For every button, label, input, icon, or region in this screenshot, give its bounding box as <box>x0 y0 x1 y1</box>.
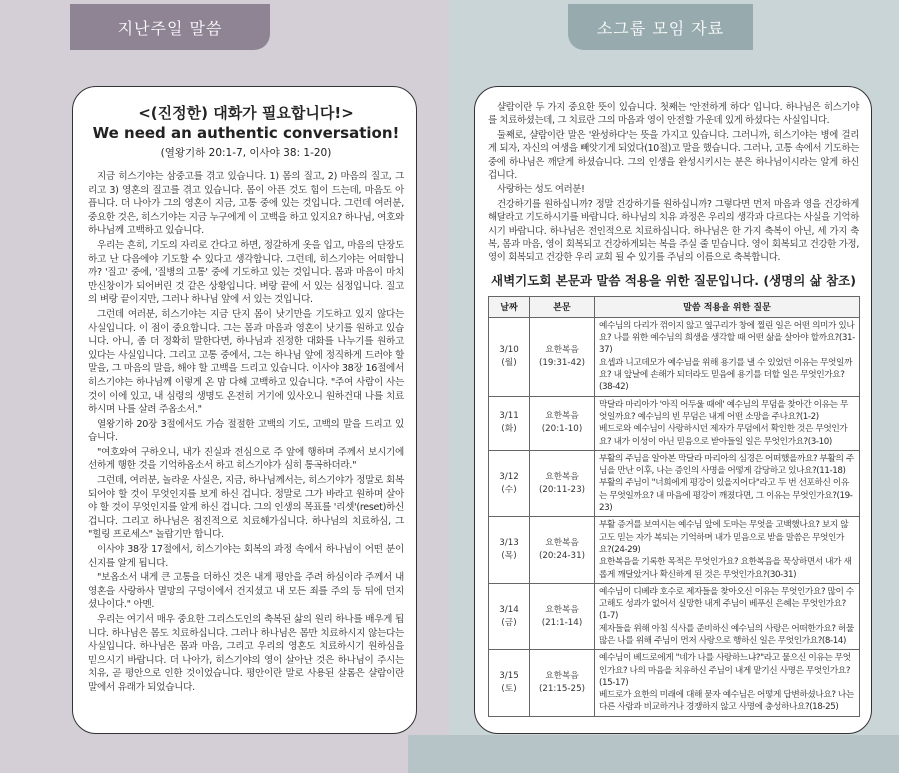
table-header-row <box>489 296 860 317</box>
row-questions <box>595 583 860 649</box>
question-table-title: 새벽기도회 본문과 말씀 적용을 위한 질문입니다. (생명의 삶 참조) <box>491 272 856 288</box>
question-text: 예수님이 디베랴 호수로 제자들을 찾아오신 이유는 무엇인가요? 많이 수고해도 성과가 없어서 실망한 내게 주님이 베푸신 은혜는 무엇인가요?(1-7) <box>599 586 854 622</box>
question-text: 베드로가 요한의 미래에 대해 묻자 예수님은 어떻게 답변하셨나요? 나는 다른 사람과 비교하거나 경쟁하지 않고 사명에 충성하나요?(18-25) <box>599 690 854 713</box>
question-text: 제자들을 위해 아침 식사를 준비하신 예수님의 사랑은 어떠한가요? 허물 많은 나를 위해 주님이 먼저 사랑으로 행하신 일은 무엇인가요?(8-14) <box>599 623 854 646</box>
tab-small-group-material: 소그룹 모임 자료 <box>568 4 753 50</box>
passage-book: 요한복음 <box>545 411 579 422</box>
passage-book: 요한복음 <box>545 538 579 549</box>
passage-verses: (20:11-23) <box>538 484 585 495</box>
passage-verses: (19:31-42) <box>538 357 585 368</box>
question-text: 요셉과 니고데모가 예수님을 위해 용기를 낼 수 있었던 이유는 무엇일까요? 내 앞날에 손해가 되더라도 믿음에 용기를 더할 일은 무엇인가요?(38-42) <box>599 357 853 393</box>
question-text: 부활 증거를 보여시는 예수님 앞에 도마는 무엇을 고백했나요? 보지 않고도 믿는 자가 복되는 기억하며 내가 믿음으로 받을 말씀은 무엇인가요?(24-29) <box>599 520 849 555</box>
table-row <box>489 317 860 396</box>
passage-verses: (21:1-14) <box>541 617 583 628</box>
tab-last-sunday-sermon: 지난주일 말씀 <box>70 4 270 50</box>
date-day: 3/12 <box>499 471 519 482</box>
date-day: 3/15 <box>499 671 519 682</box>
passage-verses: (20:24-31) <box>538 551 585 562</box>
question-text: 예수님이 베드로에게 "네가 나를 사랑하느냐?"라고 물으신 이유는 무엇인가요? 나의 마음을 치유하신 주님이 내게 맡기신 사명은 무엇인가요?(15-17) <box>599 653 851 688</box>
passage-verses: (21:15-25) <box>538 684 585 695</box>
row-questions <box>595 650 860 716</box>
row-passage <box>530 517 595 583</box>
row-questions <box>595 396 860 450</box>
header-passage: 본문 <box>530 296 595 317</box>
row-passage <box>530 583 595 649</box>
date-weekday: (금) <box>501 617 517 628</box>
row-date <box>489 317 530 396</box>
row-questions <box>595 450 860 516</box>
date-weekday: (수) <box>501 484 517 495</box>
sermon-paragraph: 지금 히스기야는 삼중고를 겪고 있습니다. 1) 몸의 질고, 2) 마음의 질고, 그리고 3) 영혼의 질고를 겪고 있습니다. 몸이 아픈 것도 힘이 드는데, 마음도 아픕니다. 더 나아가 그의 영혼이 지금, 고통 중에 있는 것입니다. 그런데 여러분, 중요한 것은, 히스기야는 지금 누구에게 이 고백을 하고 있지요? 하나님, 여호와 하나님께 고백하고 있습니다. <box>88 171 404 237</box>
question-text: 부활의 주님이 "너희에게 평강이 있을지어다"라고 두 번 선포하신 이유는 무엇일까요? 내 마음에 평강이 깨졌다면, 그 이유는 무엇인가요?(19-23) <box>599 478 853 514</box>
question-text: 예수님의 다리가 꺾이지 않고 옆구리가 창에 찔린 일은 어떤 의미가 있나요? 나를 위한 예수님의 희생을 생각할 때 어떤 삶을 살아야 할까요?(31-37) <box>599 320 855 356</box>
date-day: 3/13 <box>499 538 519 549</box>
row-passage <box>530 317 595 396</box>
table-row <box>489 650 860 716</box>
table-row <box>489 517 860 583</box>
header-questions: 말씀 적용을 위한 질문 <box>595 296 860 317</box>
sermon-title-english: We need an authentic conversation! <box>92 124 400 142</box>
group-paragraph: 건강하기를 원하십니까? 정말 건강하기를 원하십니까? 그렇다면 먼저 마음과 영을 건강하게 해달라고 기도하시기를 바랍니다. 하나님의 치유 과정은 우리의 생각과 다르다는 사실을 기억하시기 바랍니다. 하나님은 전인적으로 치료하십니다. 하나님은 한 가지 축복이 아닌, 세 가지 축복, 몸과 마음, 영이 회복되고 건강하게되는 복을 주실 줄 믿습니다. 영이 회복되고 건강한 가정, 영이 회복되고 건강한 우리 교회 될 수 있기를 주님의 이름으로 축복합니다. <box>488 198 859 264</box>
sermon-scripture-reference: (열왕기하 20:1-7, 이사야 38: 1-20) <box>160 147 332 159</box>
date-weekday: (화) <box>501 424 517 435</box>
sermon-card <box>72 86 417 734</box>
row-date <box>489 650 530 716</box>
table-row <box>489 450 860 516</box>
passage-book: 요한복음 <box>545 471 579 482</box>
date-weekday: (월) <box>501 357 517 368</box>
sermon-paragraph: "여호와여 구하오니, 내가 진실과 전심으로 주 앞에 행하며 주께서 보시기에 선하게 행한 것을 기억하옵소서 하고 히스기야가 심히 통곡하더라." <box>88 446 404 472</box>
row-date <box>489 583 530 649</box>
table-row <box>489 583 860 649</box>
row-passage <box>530 650 595 716</box>
row-date <box>489 517 530 583</box>
passage-book: 요한복음 <box>545 604 579 615</box>
sermon-paragraph: 그런데, 여러분, 놀라운 사실은, 지금, 하나님께서는, 히스기야가 정말로 회복되어야 할 것이 무엇인지를 보게 하신 겁니다. 정말로 그가 바라고 원하며 살아야 할 것이 무엇인지를 알게 하신 겁니다. 그의 인생의 목표를 '리셋'(reset)하신 겁니다. 그리고 하나님은 점진적으로 치료해가십니다. 하나님의 치료하심, 그 "힐링 프로세스" 놀랍기만 합니다. <box>88 475 404 541</box>
sermon-paragraph: 우리는 여기서 매우 중요한 그리스도인의 축복된 삶의 원리 하나를 배우게 됩니다. 하나님은 몸도 치료하십니다. 그러나 하나님은 몸만 치료하시지 않는다는 사실입니다. 하나님은 몸과 마음, 그리고 우리의 영혼도 치료하시기 원하심을 믿으시기 바랍니다. 더 나아가, 히스기야의 영이 살아난 것은 하나님이 주시는 치유, 곧 평안으로 인한 것이었습니다. 평안이란 말로 사용된 살롬은 샬람이란 말에서 유래가 되었습니다. <box>88 614 404 693</box>
question-text: 요한복음을 기록한 목적은 무엇인가요? 요한복음을 묵상하면서 내가 새롭게 깨달았거나 확신하게 된 것은 무엇인가요?(30-31) <box>599 557 852 580</box>
question-text: 부활의 주님을 알아본 막달라 마리아의 심경은 어떠했을까요? 부활의 주님을 만난 이후, 나는 증인의 사명을 어떻게 감당하고 있나요?(11-18) <box>599 453 854 477</box>
row-passage <box>530 396 595 450</box>
table-row <box>489 396 860 450</box>
row-date <box>489 450 530 516</box>
sermon-paragraph: 우리는 흔히, 기도의 자리로 간다고 하면, 정갈하게 옷을 입고, 마음의 단장도 하고 난 다음에야 기도할 수 있다고 생각합니다. 그런데, 히스기야는 어떠합니까? '질고' 중에, '질병의 고통' 중에 기도하고 있는 것입니다. 몸과 마음이 마치 만신창이가 되어버린 것 같은 상황입니다. 벼랑 끝에 서 있는 심정입니다. 질고의 벼랑 끝이지만, 그러나 하나님 앞에 서 있는 것입니다. <box>88 239 404 306</box>
date-day: 3/11 <box>499 411 519 422</box>
row-questions <box>595 517 860 583</box>
sermon-paragraph: 열왕기하 20장 3절에서도 가슴 절절한 고백의 기도, 고백의 말을 드리고 있습니다. <box>88 418 404 444</box>
date-day: 3/10 <box>499 344 519 355</box>
sermon-paragraph: "보옵소서 내게 큰 고통을 더하신 것은 내게 평안을 주려 하심이라 주께서 내 영혼을 사랑하사 멸망의 구덩이에서 건지셨고 내 모든 죄를 주의 등 뒤에 던지셨나이다." 아멘. <box>88 572 404 611</box>
question-text: 막달라 마리아가 '아직 어두울 때에' 예수님의 무덤을 찾아간 이유는 무엇일까요? 예수님의 빈 무덤은 내게 어떤 소망을 주나요?(1-2) <box>599 399 849 422</box>
sermon-title-korean: <(진정한) 대화가 필요합니다!> <box>138 104 354 122</box>
row-questions <box>595 317 860 396</box>
passage-book: 요한복음 <box>545 344 579 355</box>
passage-verses: (20:1-10) <box>541 424 583 435</box>
row-date <box>489 396 530 450</box>
group-paragraph: 사랑하는 성도 여러분! <box>497 184 585 196</box>
date-weekday: (토) <box>501 684 517 695</box>
date-weekday: (목) <box>501 551 517 562</box>
passage-book: 요한복음 <box>545 671 579 682</box>
header-date: 날짜 <box>489 296 530 317</box>
row-passage <box>530 450 595 516</box>
question-text: 베드로와 예수님이 사랑하시던 제자가 무덤에서 확인한 것은 무엇인가요? 내가 이성이 아닌 믿음으로 받아들일 일은 무엇인가요?(3-10) <box>599 424 848 447</box>
group-paragraph: 샬람이란 두 가지 중요한 뜻이 있습니다. 첫째는 '안전하게 하다' 입니다. 하나님은 히스기야를 치료하셨는데, 그 치료란 그의 마음과 영이 안전할 가운데 있게 하셨다는 사실입니다. <box>488 102 859 127</box>
small-group-card <box>474 86 872 734</box>
question-table <box>488 296 860 717</box>
date-day: 3/14 <box>499 604 519 615</box>
sermon-paragraph: 이사야 38장 17절에서, 히스기야는 회복의 과정 속에서 하나님이 어떤 분이신지를 알게 됩니다. <box>88 544 404 569</box>
group-paragraph: 둘째로, 샬람이란 말은 '완성하다'는 뜻을 가지고 있습니다. 그러니까, 히스기야는 병에 걸리게 되자, 자신의 여생을 빼앗기게 되었다(10절)고 말을 했습니다. 그러나, 고통 속에서 기도하는 중에 하나님은 깨닫게 하셨습니다. 그의 인생을 완성시키시는 분은 하나님이시라는 알게 하신 겁니다. <box>488 129 859 182</box>
bottom-decorative-strip <box>408 735 899 773</box>
sermon-paragraph: 그런데 여러분, 히스기야는 지금 단지 몸이 낫기만을 기도하고 있지 않다는 사실입니다. 이 점이 중요합니다. 그는 몸과 마음과 영혼이 낫기를 원하고 있습니다. 아니, 좀 더 정확히 말한다면, 하나님과 진정한 대화를 나누기를 원하고 있다는 사실입니다. 그리고 고통 중에서, 그는 하나님 앞에 정직하게 드러야 할 말을, 그 마음의 말을, 해야 할 고백을 드리고 있습니다. 이사야 38장 16절에서 히스기야는 하나님께 이렇게 온 맘 다해 고백하고 있습니다. "주여 사람이 사는 것이 이에 있고, 내 심령의 생명도 온전히 거기에 있사오니 원하건대 나를 치료하시며 나를 살려 주옵소서." <box>88 308 404 416</box>
